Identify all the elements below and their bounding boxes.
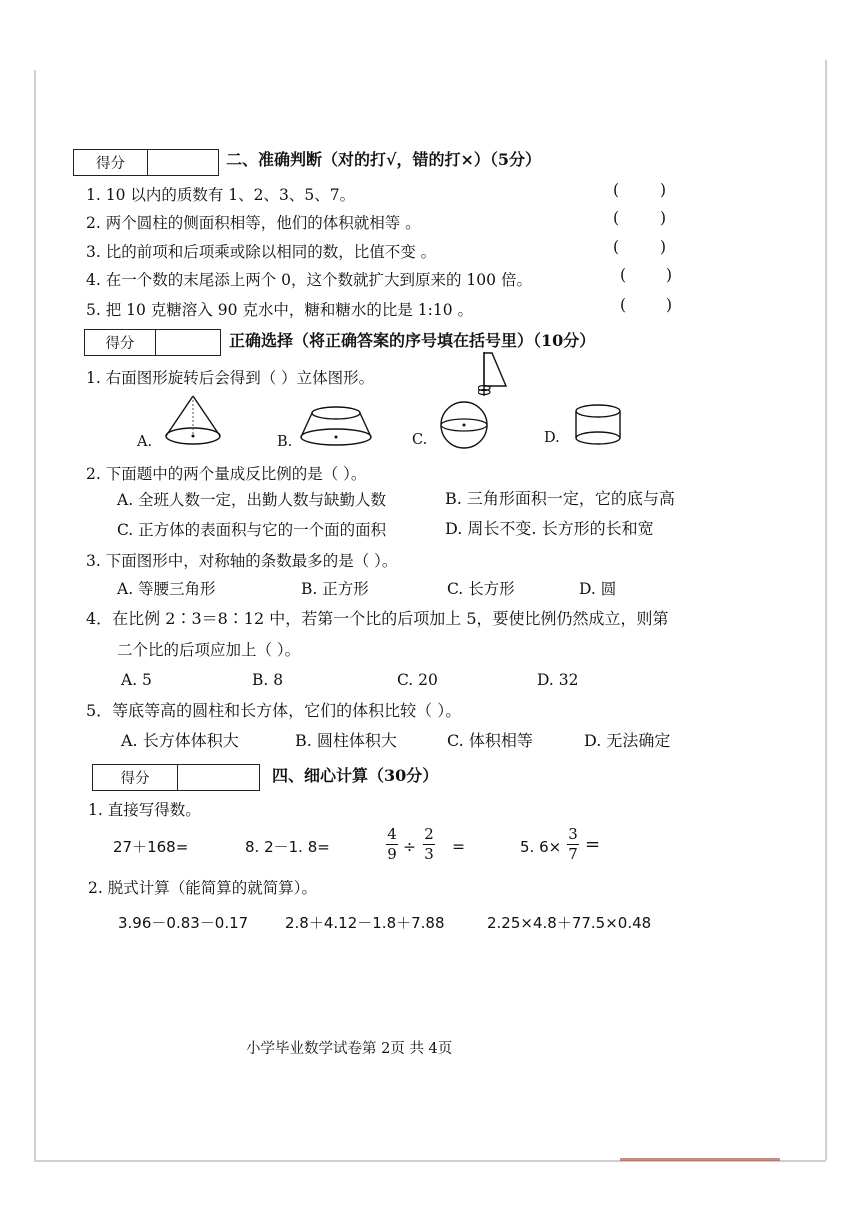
q5-option-a: A. 长方体体积大 — [121, 731, 239, 750]
q5-option-c: C. 体积相等 — [447, 731, 533, 750]
choice-q3: 3. 下面图形中，对称轴的条数最多的是（ ）。 — [86, 552, 398, 570]
score-box-section2 — [73, 149, 219, 176]
calc-part1-title: 1. 直接写得数。 — [88, 801, 201, 819]
choice-q5: 5．等底等高的圆柱和长方体，它们的体积比较（ ）。 — [86, 701, 462, 720]
judge-item-4: 4. 在一个数的末尾添上两个 0，这个数就扩大到原来的 100 倍。 — [86, 271, 532, 289]
score-label: 得分 — [74, 150, 148, 175]
q2-option-a: A. 全班人数一定，出勤人数与缺勤人数 — [117, 491, 387, 509]
choice-q1: 1. 右面图形旋转后会得到（ ）立体图形。 — [86, 369, 375, 387]
frustum-icon — [298, 404, 374, 448]
score-input[interactable] — [178, 765, 259, 790]
numerator: 3 — [568, 825, 578, 843]
paren-close: ) — [660, 181, 667, 199]
judge-item-1: 1. 10 以内的质数有 1、2、3、5、7。 — [86, 186, 356, 204]
paren-close: ) — [666, 296, 673, 314]
calc-step-expr-3: 2.25×4.8＋77.5×0.48 — [487, 914, 652, 932]
numerator: 4 — [387, 825, 397, 843]
q1-option-d-label: D. — [544, 430, 560, 446]
fraction-3-7 — [567, 826, 579, 863]
score-input[interactable] — [156, 330, 220, 355]
numerator: 2 — [424, 825, 434, 843]
q4-option-d: D. 32 — [537, 671, 579, 689]
equals-sign: = — [585, 834, 601, 855]
q3-option-c: C. 长方形 — [447, 580, 515, 598]
q2-option-c: C. 正方体的表面积与它的一个面的面积 — [117, 521, 387, 539]
scan-mark — [620, 1158, 780, 1161]
q1-option-a-label: A. — [137, 434, 153, 450]
q5-option-d: D. 无法确定 — [584, 731, 671, 750]
paren-close: ) — [666, 266, 673, 284]
page-footer: 小学毕业数学试卷第 2页 共 4页 — [246, 1041, 453, 1057]
section3-title: 正确选择（将正确答案的序号填在括号里）（10分） — [229, 331, 596, 350]
calc-expr-2: 8. 2－1. 8= — [245, 838, 330, 856]
fraction-2-3 — [423, 826, 435, 863]
fraction-4-9 — [386, 826, 398, 863]
cylinder-icon — [572, 402, 624, 448]
q4-option-a: A. 5 — [121, 671, 152, 689]
scan-edge-right — [825, 60, 827, 1160]
score-box-section4 — [92, 764, 260, 791]
paren-open: ( — [613, 209, 620, 227]
calc-expr-1: 27＋168= — [113, 838, 189, 856]
q3-option-a: A. 等腰三角形 — [117, 580, 216, 598]
q2-option-b: B. 三角形面积一定，它的底与高 — [445, 489, 675, 508]
choice-q2: 2. 下面题中的两个量成反比例的是（ ）。 — [86, 465, 367, 483]
section2-title: 二、准确判断（对的打√，错的打×）（5分） — [226, 150, 542, 169]
q5-option-b: B. 圆柱体积大 — [295, 731, 397, 750]
score-input[interactable] — [148, 150, 218, 175]
judge-item-3: 3. 比的前项和后项乘或除以相同的数，比值不变 。 — [86, 243, 437, 261]
denominator: 7 — [568, 845, 578, 863]
q3-option-b: B. 正方形 — [301, 580, 369, 598]
cone-icon — [160, 392, 226, 448]
rotation-figure — [478, 350, 514, 398]
q2-option-d: D. 周长不变. 长方形的长和宽 — [445, 519, 654, 538]
equals-sign: = — [452, 838, 465, 856]
calc-part2-title: 2. 脱式计算（能简算的就简算）。 — [88, 879, 317, 897]
score-label: 得分 — [93, 765, 178, 790]
divide-sign: ÷ — [403, 838, 416, 856]
q1-option-c-label: C. — [412, 432, 428, 448]
q1-option-b-label: B. — [277, 434, 293, 450]
q3-option-d: D. 圆 — [579, 580, 617, 598]
denominator: 3 — [424, 845, 434, 863]
judge-item-5: 5. 把 10 克糖溶入 90 克水中，糖和糖水的比是 1:10 。 — [86, 301, 474, 319]
q4-option-b: B. 8 — [252, 671, 284, 689]
paren-open: ( — [620, 266, 627, 284]
paren-open: ( — [613, 238, 620, 256]
score-label: 得分 — [85, 330, 156, 355]
scan-edge-left — [34, 70, 36, 1160]
calc-expr-4-lead: 5. 6× — [520, 838, 562, 856]
judge-item-2: 2. 两个圆柱的侧面积相等，他们的体积就相等 。 — [86, 214, 421, 232]
choice-q4: 4．在比例 2∶3＝8∶12 中，若第一个比的后项加上 5，要使比例仍然成立，则第 — [86, 609, 669, 628]
q4-option-c: C. 20 — [397, 671, 438, 689]
calc-step-expr-2: 2.8＋4.12－1.8＋7.88 — [285, 914, 445, 932]
paren-close: ) — [660, 238, 667, 256]
paren-close: ) — [660, 209, 667, 227]
paren-open: ( — [620, 296, 627, 314]
calc-step-expr-1: 3.96－0.83－0.17 — [118, 914, 249, 932]
denominator: 9 — [387, 845, 397, 863]
sphere-icon — [436, 400, 492, 450]
score-box-section3 — [84, 329, 221, 356]
paren-open: ( — [613, 181, 620, 199]
section4-title: 四、细心计算（30分） — [272, 766, 439, 785]
choice-q4-line2: 二个比的后项应加上（ ）。 — [117, 641, 301, 659]
